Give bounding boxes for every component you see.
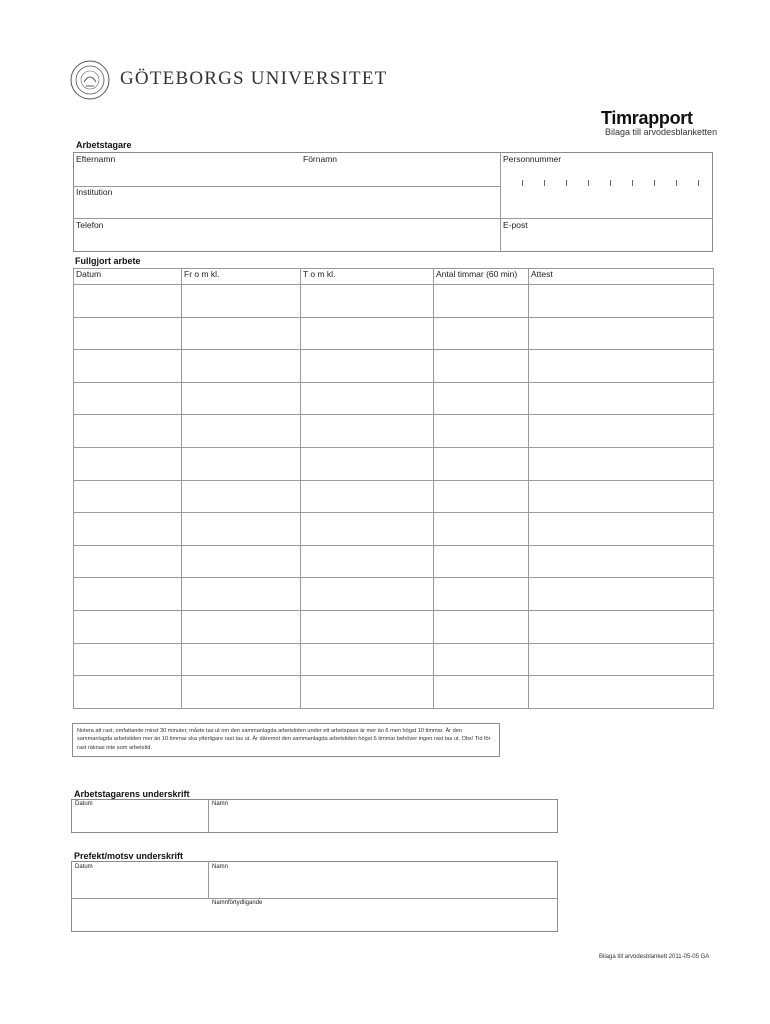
- employee-signature-name-label: Namn: [212, 801, 229, 807]
- cell-attest[interactable]: [529, 578, 714, 611]
- cell-hours[interactable]: [434, 480, 529, 513]
- cell-date[interactable]: [74, 480, 182, 513]
- cell-to[interactable]: [301, 317, 434, 350]
- column-header-to: T o m kl.: [301, 269, 434, 285]
- table-row: [74, 480, 714, 513]
- cell-date[interactable]: [74, 350, 182, 383]
- work-table-header: [74, 269, 714, 285]
- table-row: [74, 382, 714, 415]
- divider: [73, 218, 713, 219]
- cell-hours[interactable]: [434, 447, 529, 480]
- cell-date[interactable]: [74, 415, 182, 448]
- personal-number-label: Personnummer: [503, 154, 562, 164]
- phone-field[interactable]: [76, 231, 496, 250]
- cell-to[interactable]: [301, 513, 434, 546]
- digit-tick: [610, 180, 611, 186]
- cell-attest[interactable]: [529, 382, 714, 415]
- cell-attest[interactable]: [529, 545, 714, 578]
- cell-from[interactable]: [182, 513, 301, 546]
- table-row: [74, 610, 714, 643]
- personal-number-field[interactable]: [503, 165, 711, 185]
- table-row: [74, 513, 714, 546]
- cell-to[interactable]: [301, 285, 434, 318]
- cell-to[interactable]: [301, 382, 434, 415]
- cell-to[interactable]: [301, 480, 434, 513]
- cell-from[interactable]: [182, 350, 301, 383]
- digit-tick: [632, 180, 633, 186]
- cell-hours[interactable]: [434, 350, 529, 383]
- table-row: [74, 643, 714, 676]
- cell-attest[interactable]: [529, 415, 714, 448]
- table-row: [74, 545, 714, 578]
- cell-date[interactable]: [74, 676, 182, 709]
- cell-from[interactable]: [182, 317, 301, 350]
- prefect-name-clarification-field[interactable]: [211, 908, 555, 930]
- table-row: [74, 447, 714, 480]
- cell-to[interactable]: [301, 676, 434, 709]
- phone-label: Telefon: [76, 220, 104, 230]
- cell-from[interactable]: [182, 480, 301, 513]
- prefect-signature-date-field[interactable]: [74, 872, 206, 896]
- cell-from[interactable]: [182, 382, 301, 415]
- cell-date[interactable]: [74, 578, 182, 611]
- cell-date[interactable]: [74, 382, 182, 415]
- cell-attest[interactable]: [529, 285, 714, 318]
- cell-date[interactable]: [74, 545, 182, 578]
- cell-hours[interactable]: [434, 578, 529, 611]
- cell-date[interactable]: [74, 285, 182, 318]
- cell-attest[interactable]: [529, 610, 714, 643]
- cell-attest[interactable]: [529, 676, 714, 709]
- university-name: GÖTEBORGS UNIVERSITET: [120, 68, 388, 89]
- university-seal-icon: [70, 60, 110, 100]
- table-row: [74, 415, 714, 448]
- cell-attest[interactable]: [529, 643, 714, 676]
- divider: [73, 186, 501, 187]
- cell-hours[interactable]: [434, 676, 529, 709]
- digit-tick: [522, 180, 523, 186]
- page-title: Timrapport: [601, 108, 693, 128]
- digit-tick: [654, 180, 655, 186]
- cell-date[interactable]: [74, 610, 182, 643]
- cell-from[interactable]: [182, 676, 301, 709]
- prefect-signature-name-label: Namn: [212, 864, 229, 870]
- work-table: [73, 268, 714, 709]
- cell-to[interactable]: [301, 350, 434, 383]
- cell-hours[interactable]: [434, 643, 529, 676]
- column-header-from: Fr o m kl.: [182, 269, 301, 285]
- prefect-signature-name-field[interactable]: [211, 872, 555, 896]
- table-row: [74, 578, 714, 611]
- divider: [500, 152, 501, 252]
- prefect-signature-date-label: Datum: [75, 864, 93, 870]
- rest-break-note: Notera att rast, omfattande minst 30 minuter, måste tas ut om den sammanlagda arbetstiden under ett arbetspass är mer än 6 men högst 10 timmar. Är den sammanlagda arbetstiden mer än 10 timmar ska ytterligare rast tas ut. Är däremot den sammanlagda arbetstiden högst 6 timmar behöver ingen rast tas ut. Obs! Tid för rast räknas inte som arbetstid.: [72, 723, 500, 757]
- cell-from[interactable]: [182, 415, 301, 448]
- cell-hours[interactable]: [434, 317, 529, 350]
- cell-attest[interactable]: [529, 480, 714, 513]
- institution-field[interactable]: [76, 198, 496, 216]
- cell-date[interactable]: [74, 643, 182, 676]
- surname-field[interactable]: [76, 165, 296, 185]
- cell-date[interactable]: [74, 317, 182, 350]
- digit-tick: [698, 180, 699, 186]
- cell-from[interactable]: [182, 643, 301, 676]
- digit-tick: [676, 180, 677, 186]
- divider: [208, 861, 209, 898]
- cell-to[interactable]: [301, 415, 434, 448]
- employee-signature-title: Arbetstagarens underskrift: [74, 789, 190, 799]
- cell-hours[interactable]: [434, 285, 529, 318]
- work-table-body: [74, 285, 714, 709]
- cell-from[interactable]: [182, 578, 301, 611]
- cell-attest[interactable]: [529, 350, 714, 383]
- cell-to[interactable]: [301, 545, 434, 578]
- table-row: [74, 676, 714, 709]
- column-header-attest: Attest: [529, 269, 714, 285]
- cell-from[interactable]: [182, 545, 301, 578]
- digit-tick: [566, 180, 567, 186]
- employee-signature-name-field[interactable]: [211, 809, 555, 831]
- column-header-date: Datum: [74, 269, 182, 285]
- firstname-label: Förnamn: [303, 154, 338, 164]
- column-header-hours: Antal timmar (60 min): [434, 269, 529, 285]
- cell-to[interactable]: [301, 643, 434, 676]
- email-label: E-post: [503, 220, 528, 230]
- cell-from[interactable]: [182, 447, 301, 480]
- cell-to[interactable]: [301, 578, 434, 611]
- employee-signature-date-label: Datum: [75, 801, 93, 807]
- cell-from[interactable]: [182, 285, 301, 318]
- cell-hours[interactable]: [434, 513, 529, 546]
- cell-hours[interactable]: [434, 545, 529, 578]
- prefect-name-clarification-label: Namnförtydligande: [212, 900, 263, 906]
- cell-to[interactable]: [301, 447, 434, 480]
- cell-to[interactable]: [301, 610, 434, 643]
- work-section-title: Fullgjort arbete: [75, 256, 141, 266]
- digit-tick: [588, 180, 589, 186]
- digit-tick: [544, 180, 545, 186]
- employee-section-title: Arbetstagare: [76, 140, 132, 150]
- prefect-signature-title: Prefekt/motsv underskrift: [74, 851, 184, 861]
- cell-attest[interactable]: [529, 317, 714, 350]
- table-row: [74, 350, 714, 383]
- cell-attest[interactable]: [529, 513, 714, 546]
- institution-label: Institution: [76, 187, 113, 197]
- cell-hours[interactable]: [434, 382, 529, 415]
- footer-version: Bilaga till arvodesblankett 2011-05-05 GA: [599, 954, 710, 960]
- cell-date[interactable]: [74, 513, 182, 546]
- cell-date[interactable]: [74, 447, 182, 480]
- cell-hours[interactable]: [434, 415, 529, 448]
- surname-label: Efternamn: [76, 154, 116, 164]
- email-field[interactable]: [503, 231, 711, 250]
- divider: [208, 799, 209, 833]
- cell-attest[interactable]: [529, 447, 714, 480]
- table-row: [74, 285, 714, 318]
- cell-hours[interactable]: [434, 610, 529, 643]
- cell-from[interactable]: [182, 610, 301, 643]
- table-row: [74, 317, 714, 350]
- firstname-field[interactable]: [303, 165, 498, 185]
- divider: [71, 898, 558, 899]
- employee-signature-date-field[interactable]: [74, 809, 206, 831]
- page-subtitle: Bilaga till arvodesblanketten: [605, 127, 718, 137]
